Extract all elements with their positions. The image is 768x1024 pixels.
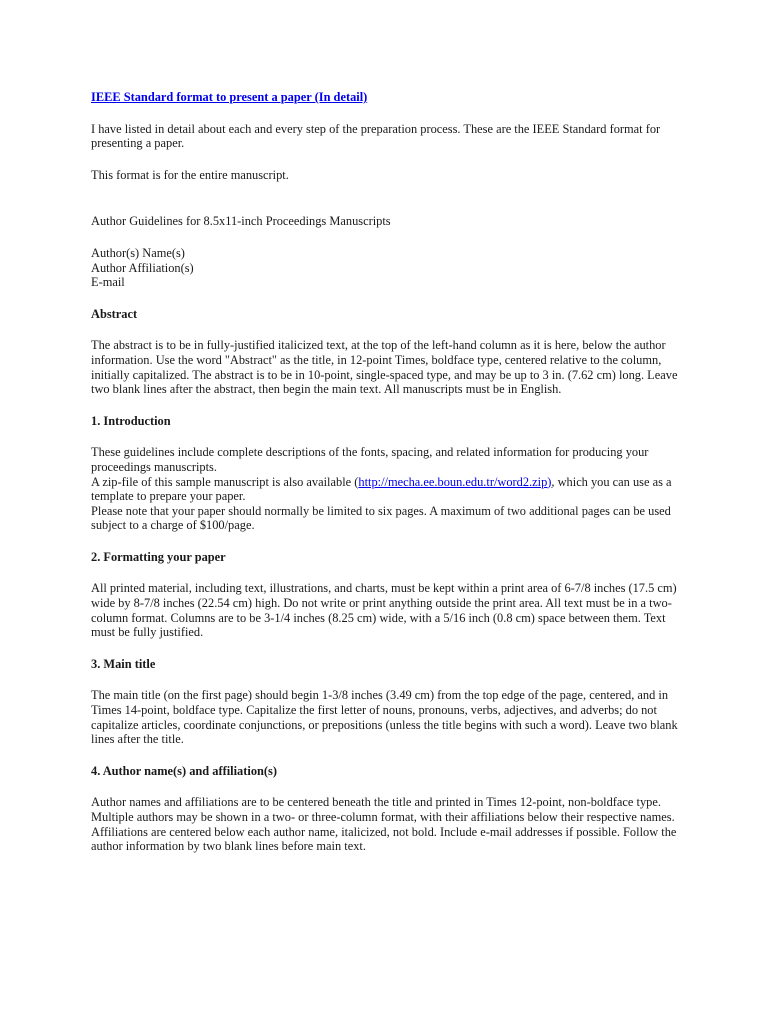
- introduction-paragraph-3: Please note that your paper should normally be limited to six pages. A maximum of two additional pages can be used subject to a charge of $100/page.: [91, 503, 671, 533]
- abstract-heading: Abstract: [91, 306, 138, 321]
- author-affiliation: Author Affiliation(s): [91, 260, 194, 275]
- author-email: E-mail: [91, 275, 125, 290]
- main-title-body: The main title (on the first page) should begin 1-3/8 inches (3.49 cm) from the top edge of the page, centered, and in Times 14-point, boldface type. Capitalize the first letter of nouns, pronouns, verbs, adjectives, and adverbs; do not capitalize articles, coordinate conjunctions, or prepositions (unless the title begins with such a word). Leave two blank lines after the title.: [91, 688, 678, 747]
- introduction-paragraph-2: [91, 475, 691, 504]
- title-link[interactable]: IEEE Standard format to present a paper (In detail): [91, 90, 368, 104]
- zip-download-link[interactable]: http://mecha.ee.boun.edu.tr/word2.zip): [358, 474, 552, 489]
- author-names-heading: 4. Author name(s) and affiliation(s): [91, 763, 277, 778]
- intro-paragraph: I have listed in detail about each and every step of the preparation process. These are the IEEE Standard format for presenting a paper.: [91, 121, 661, 151]
- main-title-heading: 3. Main title: [91, 656, 156, 671]
- title-paragraph: [91, 90, 691, 105]
- author-names: Author(s) Name(s): [91, 245, 185, 260]
- document-body: [91, 90, 691, 854]
- formatting-heading: 2. Formatting your paper: [91, 549, 226, 564]
- zip-text-before: A zip-file of this sample manuscript is also available (: [91, 474, 359, 489]
- formatting-body: All printed material, including text, illustrations, and charts, must be kept within a print area of 6-7/8 inches (17.5 cm) wide by 8-7/8 inches (22.54 cm) high. Do not write or print anything outside the print area. All text must be in a two-column format. Columns are to be 3-1/4 inches (8.25 cm) wide, with a 5/16 inch (0.8 cm) space between them. Text must be fully justified.: [91, 581, 677, 640]
- author-block: [91, 246, 691, 290]
- zip-text-after: , which you can use as a template to prepare your paper.: [91, 474, 672, 504]
- abstract-body: The abstract is to be in fully-justified italicized text, at the top of the left-hand column as it is here, below the author information. Use the word "Abstract" as the title, in 12-point Times, boldface type, centered relative to the column, initially capitalized. The abstract is to be in 10-point, single-spaced type, and may be up to 3 in. (7.62 cm) long. Leave two blank lines after the abstract, then begin the main text. All manuscripts must be in English.: [91, 338, 678, 397]
- introduction-paragraph-1: These guidelines include complete descriptions of the fonts, spacing, and related information for producing your proceedings manuscripts.: [91, 445, 649, 474]
- introduction-heading: 1. Introduction: [91, 413, 171, 428]
- guidelines-heading: Author Guidelines for 8.5x11-inch Proceedings Manuscripts: [91, 214, 391, 229]
- scope-paragraph: This format is for the entire manuscript.: [91, 167, 289, 182]
- author-names-body: Author names and affiliations are to be centered beneath the title and printed in Times 12-point, non-boldface type. Multiple authors may be shown in a two- or three-column format, with their affiliations below their respective names. Affiliations are centered below each author name, italicized, not bold. Include e-mail addresses if possible. Follow the author information by two blank lines before main text.: [91, 795, 677, 854]
